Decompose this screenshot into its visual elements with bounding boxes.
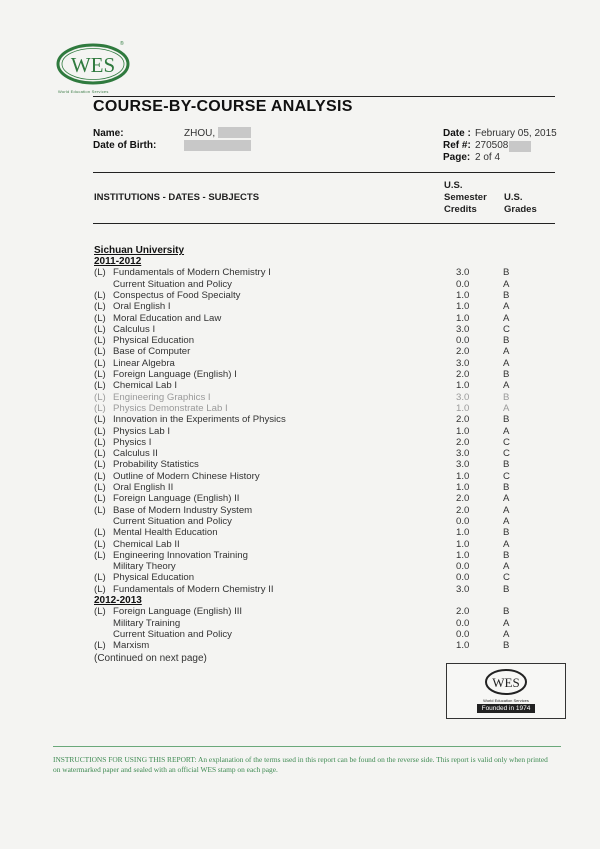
course-credits: 1.0 (456, 402, 470, 414)
course-level: (L) (94, 380, 106, 392)
course-grade: C (503, 572, 510, 584)
course-credits: 2.0 (456, 606, 470, 618)
course-credits: 2.0 (456, 493, 470, 505)
course-grade: B (503, 391, 510, 403)
course-row (94, 267, 534, 278)
course-row (94, 550, 534, 561)
course-row (94, 572, 534, 583)
course-row (94, 618, 534, 629)
course-level: (L) (94, 606, 106, 618)
course-level: (L) (94, 459, 106, 471)
registered-mark: ® (120, 41, 124, 47)
course-level: (L) (94, 527, 106, 539)
course-credits: 1.0 (456, 312, 470, 324)
course-row (94, 414, 534, 425)
course-subject: Physical Education (113, 335, 195, 347)
course-subject: Marxism (113, 640, 150, 652)
course-subject: Calculus I (113, 323, 156, 335)
course-grade: C (503, 436, 510, 448)
course-level: (L) (94, 402, 106, 414)
course-row (94, 640, 534, 651)
course-row (94, 516, 534, 527)
course-subject: Innovation in the Experiments of Physics (113, 414, 286, 426)
date-label: Date : (443, 128, 471, 139)
course-credits: 1.0 (456, 640, 470, 652)
year-heading: 2011-2012 (94, 256, 142, 267)
course-subject: Linear Algebra (113, 357, 175, 369)
page-value: 2 of 4 (475, 152, 501, 163)
course-subject: Military Training (113, 617, 181, 629)
course-row (94, 584, 534, 595)
course-credits: 2.0 (456, 369, 470, 380)
course-level: (L) (94, 414, 106, 426)
course-grade: B (503, 583, 510, 595)
course-subject: Oral English I (113, 301, 171, 313)
course-subject: Engineering Graphics I (113, 391, 211, 403)
course-row (94, 437, 534, 448)
course-grade: B (503, 289, 510, 301)
course-row (94, 471, 534, 482)
course-credits: 3.0 (456, 448, 470, 460)
course-grade: B (503, 640, 510, 652)
course-subject: Physics I (113, 436, 152, 448)
course-credits: 1.0 (456, 380, 470, 392)
course-level: (L) (94, 504, 106, 516)
course-row (94, 403, 534, 414)
wes-stamp (446, 663, 566, 719)
course-subject: Base of Computer (113, 346, 191, 358)
course-row (94, 448, 534, 459)
logo-text: WES (70, 53, 116, 77)
course-level: (L) (94, 346, 106, 358)
course-level: (L) (94, 470, 106, 482)
course-subject: Mental Health Education (113, 527, 218, 539)
course-subject: Physics Lab I (113, 425, 171, 437)
course-grade: B (503, 267, 510, 279)
course-level: (L) (94, 357, 106, 369)
course-subject: Calculus II (113, 448, 158, 460)
course-row (94, 505, 534, 516)
course-level: (L) (94, 369, 106, 380)
subjects-header: INSTITUTIONS - DATES - SUBJECTS (94, 192, 260, 203)
course-row (94, 459, 534, 470)
course-subject: Physical Education (113, 572, 195, 584)
course-credits: 0.0 (456, 278, 470, 290)
course-credits: 1.0 (456, 549, 470, 561)
course-credits: 0.0 (456, 515, 470, 527)
course-level: (L) (94, 335, 106, 347)
course-grade: C (503, 470, 510, 482)
course-row (94, 279, 534, 290)
course-row (94, 629, 534, 640)
course-subject: Physics Demonstrate Lab I (113, 402, 228, 414)
course-subject: Current Situation and Policy (113, 278, 232, 290)
course-subject: Fundamentals of Modern Chemistry I (113, 267, 271, 279)
course-level: (L) (94, 538, 106, 550)
course-grade: B (503, 482, 510, 493)
dob-label: Date of Birth: (93, 140, 157, 151)
course-credits: 0.0 (456, 628, 470, 640)
footer-rule (53, 746, 561, 747)
institution-name: Sichuan University (94, 245, 185, 256)
course-row (94, 290, 534, 301)
course-subject: Chemical Lab II (113, 538, 180, 550)
course-level: (L) (94, 267, 106, 279)
top-rule (93, 96, 555, 97)
course-level: (L) (94, 640, 106, 652)
course-grade: C (503, 448, 510, 460)
course-grade: A (503, 493, 510, 505)
course-credits: 0.0 (456, 335, 470, 347)
course-credits: 3.0 (456, 583, 470, 595)
course-grade: A (503, 380, 510, 392)
course-grade: A (503, 357, 510, 369)
date-value: February 05, 2015 (475, 128, 557, 139)
course-subject: Oral English II (113, 482, 174, 493)
course-row (94, 527, 534, 538)
course-credits: 0.0 (456, 617, 470, 629)
course-credits: 3.0 (456, 459, 470, 471)
ref-value: 270508 (475, 140, 509, 151)
course-credits: 1.0 (456, 538, 470, 550)
course-grade: B (503, 606, 510, 618)
logo-subtext: World Education Services (58, 89, 109, 94)
course-credits: 2.0 (456, 504, 470, 516)
course-credits: 1.0 (456, 289, 470, 301)
course-credits: 1.0 (456, 482, 470, 493)
course-level: (L) (94, 448, 106, 460)
course-level: (L) (94, 549, 106, 561)
course-level: (L) (94, 323, 106, 335)
course-subject: Base of Modern Industry System (113, 504, 253, 516)
course-subject: Fundamentals of Modern Chemistry II (113, 583, 274, 595)
course-row (94, 561, 534, 572)
name-label: Name: (93, 128, 124, 139)
course-row (94, 369, 534, 380)
course-subject: Current Situation and Policy (113, 515, 232, 527)
course-row (94, 539, 534, 550)
course-row (94, 426, 534, 437)
course-credits: 0.0 (456, 561, 470, 573)
course-row (94, 301, 534, 312)
course-credits: 1.0 (456, 301, 470, 313)
course-grade: B (503, 527, 510, 539)
course-level: (L) (94, 391, 106, 403)
course-grade: A (503, 346, 510, 358)
columns-rule (93, 223, 555, 224)
course-grade: B (503, 459, 510, 471)
course-grade: C (503, 323, 510, 335)
course-subject: Engineering Innovation Training (113, 549, 248, 561)
course-subject: Current Situation and Policy (113, 628, 232, 640)
course-row (94, 313, 534, 324)
course-grade: A (503, 617, 510, 629)
course-grade: B (503, 369, 510, 380)
course-level: (L) (94, 289, 106, 301)
redaction (509, 141, 531, 152)
course-level: (L) (94, 493, 106, 505)
course-level: (L) (94, 301, 106, 313)
course-level: (L) (94, 482, 106, 493)
redaction (184, 140, 251, 151)
course-grade: B (503, 414, 510, 426)
course-subject: Chemical Lab I (113, 380, 177, 392)
course-credits: 3.0 (456, 323, 470, 335)
page-title: COURSE-BY-COURSE ANALYSIS (93, 98, 353, 115)
wes-logo (55, 42, 131, 86)
course-row (94, 380, 534, 391)
continued-note: (Continued on next page) (94, 652, 207, 664)
course-row (94, 335, 534, 346)
name-value: ZHOU, (184, 128, 216, 139)
course-row (94, 482, 534, 493)
redaction (218, 127, 251, 138)
course-subject: Probability Statistics (113, 459, 199, 471)
course-row (94, 392, 534, 403)
grades-header: U.S. Grades (504, 192, 537, 215)
course-row (94, 358, 534, 369)
course-grade: A (503, 402, 510, 414)
course-subject: Outline of Modern Chinese History (113, 470, 260, 482)
course-row (94, 606, 534, 617)
course-credits: 2.0 (456, 436, 470, 448)
course-level: (L) (94, 436, 106, 448)
course-credits: 3.0 (456, 391, 470, 403)
ref-label: Ref #: (443, 140, 471, 151)
svg-text:WES: WES (492, 675, 520, 690)
stamp-founded: Founded in 1974 (477, 704, 535, 713)
course-row (94, 493, 534, 504)
course-subject: Foreign Language (English) III (113, 606, 243, 618)
course-grade: B (503, 549, 510, 561)
course-grade: A (503, 504, 510, 516)
header-rule (93, 172, 555, 173)
course-credits: 0.0 (456, 572, 470, 584)
course-grade: B (503, 335, 510, 347)
course-grade: A (503, 515, 510, 527)
course-credits: 1.0 (456, 470, 470, 482)
course-grade: A (503, 538, 510, 550)
stamp-logo (484, 668, 528, 696)
footer-instructions: INSTRUCTIONS FOR USING THIS REPORT: An explanation of the terms used in this report can be found on the reverse side. This report is valid only when printed on watermarked paper and sealed with an official WES stamp on each page. (53, 755, 548, 774)
course-level: (L) (94, 583, 106, 595)
stamp-sub: World Education Services (483, 698, 529, 703)
course-grade: A (503, 301, 510, 313)
course-subject: Foreign Language (English) I (113, 369, 237, 380)
course-credits: 1.0 (456, 527, 470, 539)
course-subject: Conspectus of Food Specialty (113, 289, 241, 301)
course-row (94, 346, 534, 357)
course-subject: Military Theory (113, 561, 176, 573)
course-credits: 2.0 (456, 414, 470, 426)
course-level: (L) (94, 425, 106, 437)
course-subject: Foreign Language (English) II (113, 493, 240, 505)
course-credits: 1.0 (456, 425, 470, 437)
course-grade: A (503, 312, 510, 324)
course-credits: 3.0 (456, 267, 470, 279)
page-label: Page: (443, 152, 471, 163)
course-grade: A (503, 628, 510, 640)
course-credits: 3.0 (456, 357, 470, 369)
course-row (94, 324, 534, 335)
course-grade: A (503, 278, 510, 290)
credits-header: U.S. Semester Credits (444, 180, 487, 215)
course-grade: A (503, 425, 510, 437)
course-subject: Moral Education and Law (113, 312, 222, 324)
course-level: (L) (94, 312, 106, 324)
course-level: (L) (94, 572, 106, 584)
course-credits: 2.0 (456, 346, 470, 358)
course-grade: A (503, 561, 510, 573)
year-heading: 2012-2013 (94, 595, 142, 606)
